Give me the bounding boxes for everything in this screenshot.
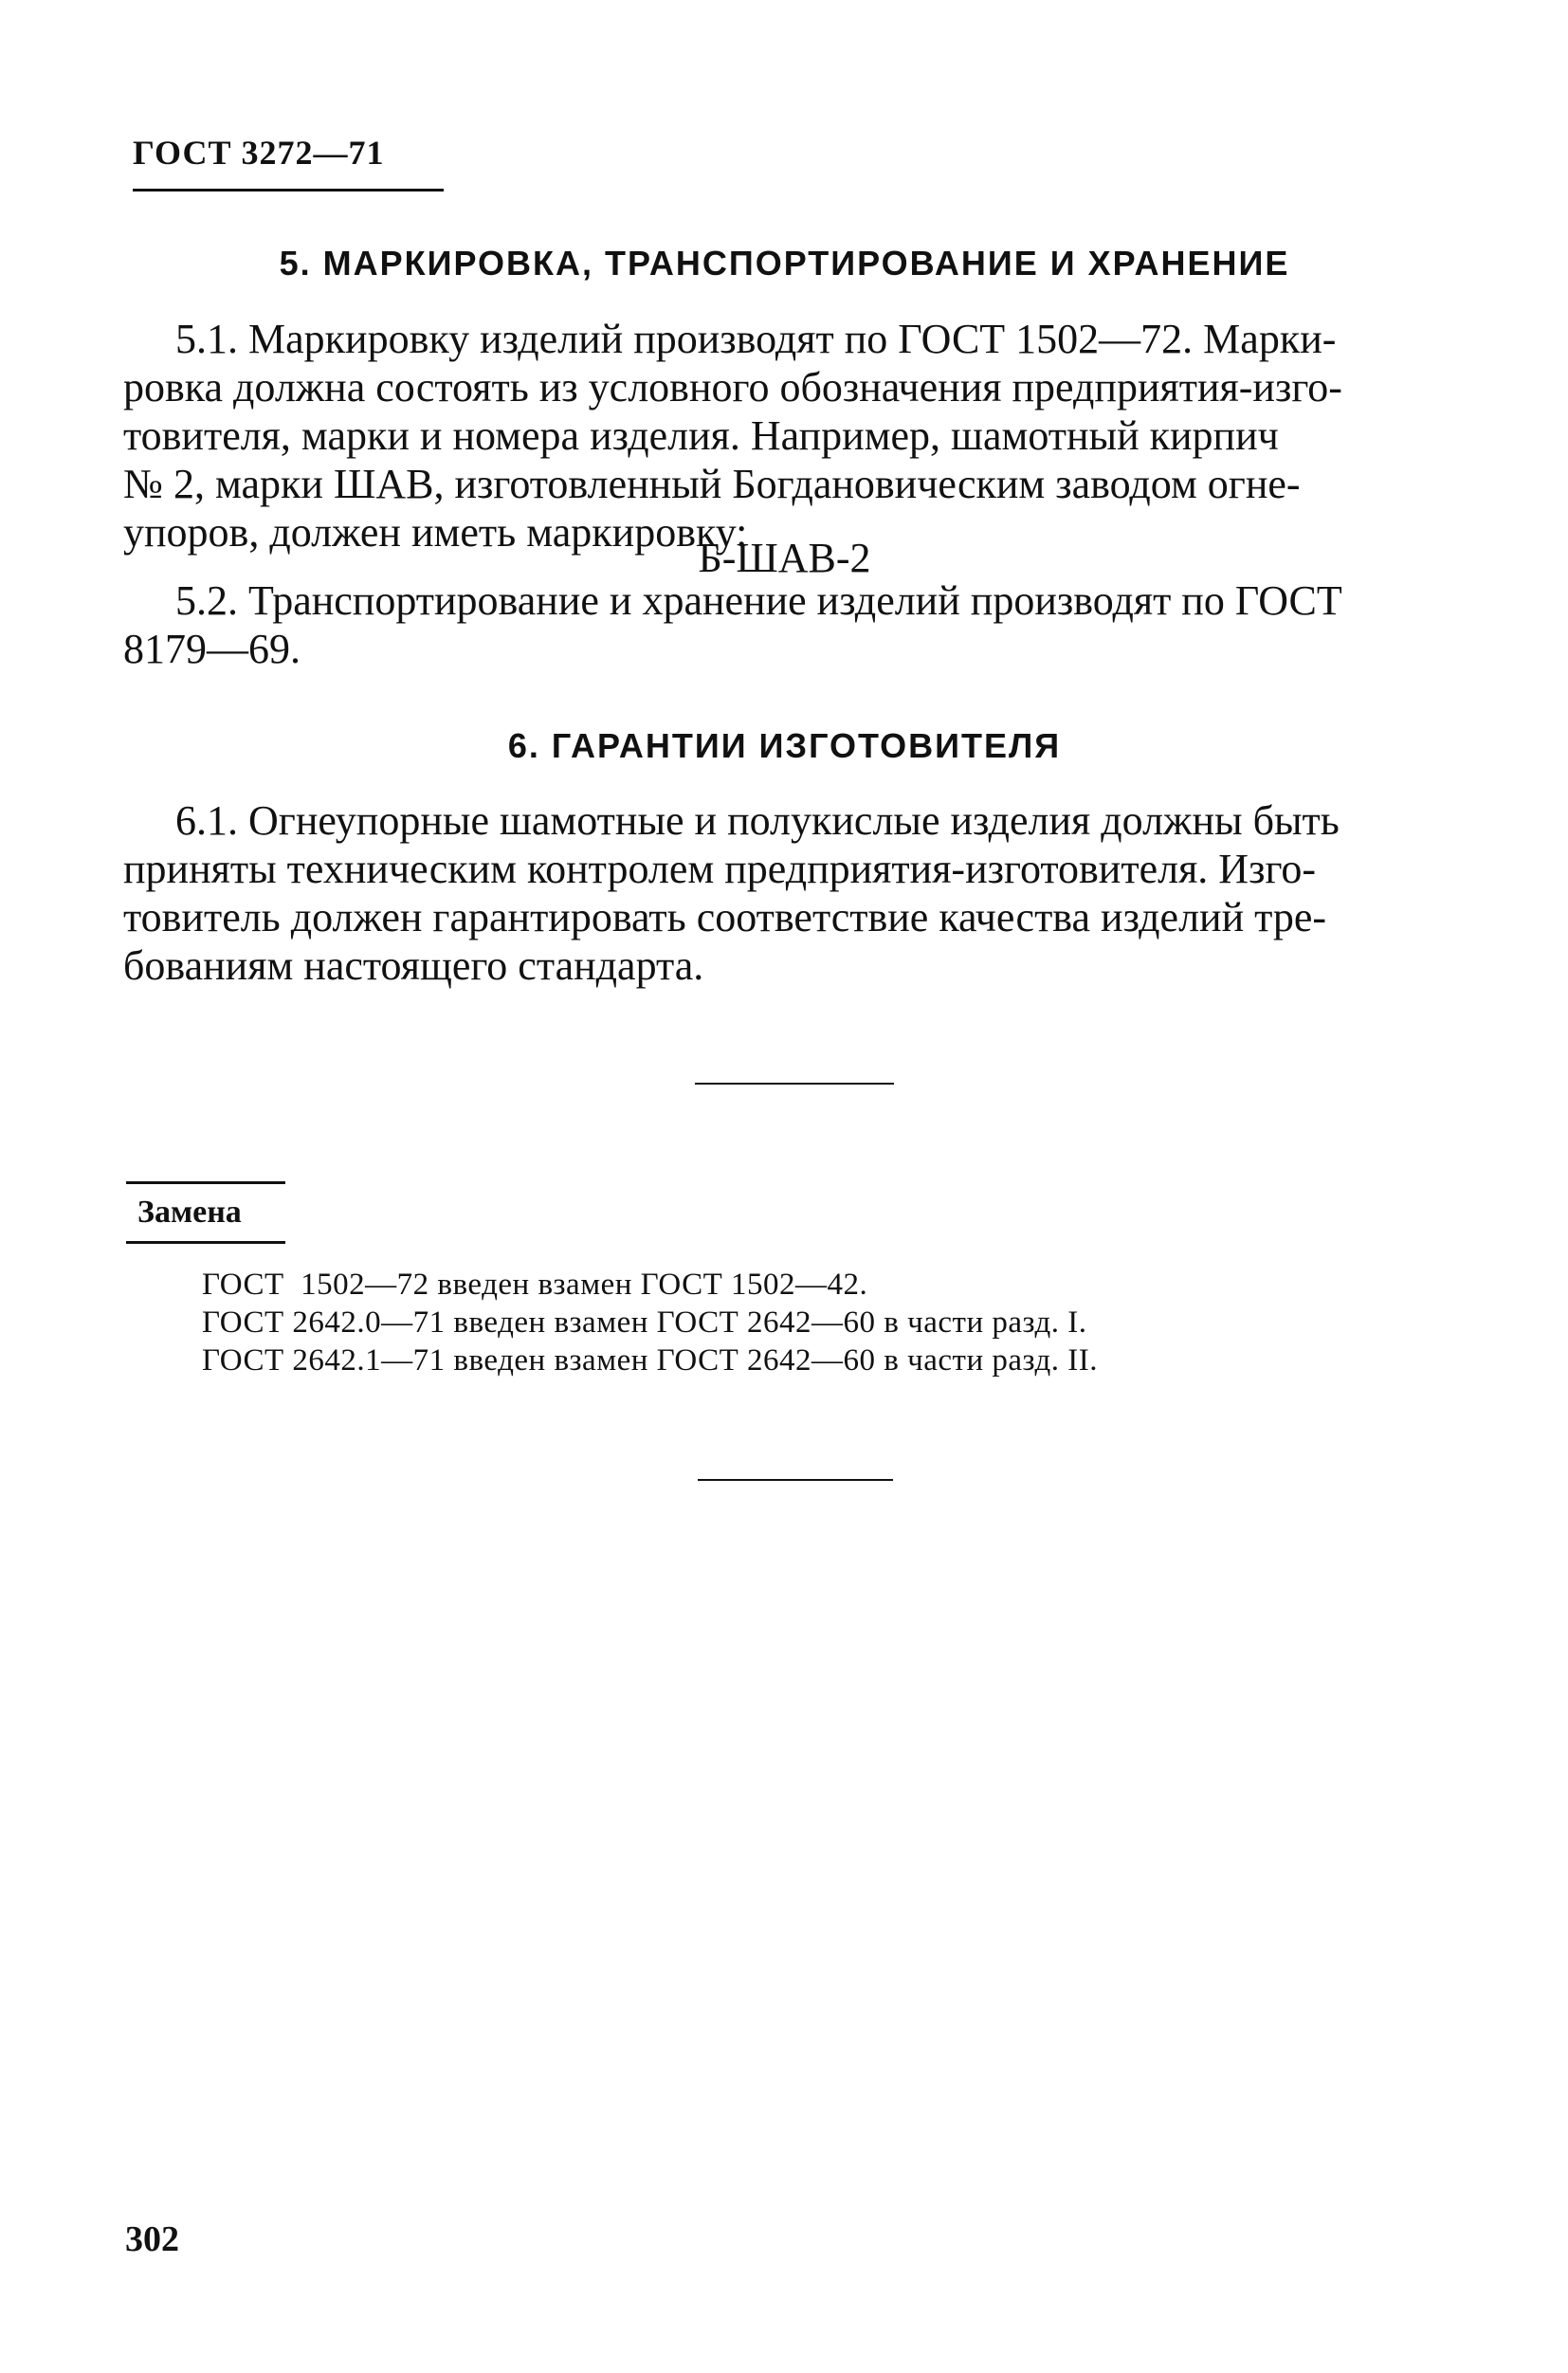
replacement-list	[202, 1266, 1098, 1379]
paragraph-line: 5.2. Транспортирование и хранение изделий производят по ГОСТ	[175, 577, 1342, 624]
paragraph-6-1	[123, 796, 1446, 990]
paragraph-line: ровка должна состоять из условного обозначения предприятия-изго-	[123, 364, 1342, 411]
section-separator	[695, 1083, 894, 1085]
paragraph-line: товитель должен гарантировать соответствие качества изделий тре-	[123, 894, 1327, 940]
replacement-title: Замена	[137, 1195, 242, 1230]
document-code: ГОСТ 3272—71	[133, 134, 385, 172]
section-6-heading: 6. ГАРАНТИИ ИЗГОТОВИТЕЛЯ	[507, 726, 1062, 765]
paragraph-line: 5.1. Маркировку изделий производят по ГОСТ 1502—72. Марки-	[175, 316, 1337, 362]
replacement-bottom-rule	[126, 1241, 285, 1244]
paragraph-line: товителя, марки и номера изделия. Например, шамотный кирпич	[123, 412, 1279, 459]
section-5-heading: 5. МАРКИРОВКА, ТРАНСПОРТИРОВАНИЕ И ХРАНЕНИЕ	[279, 244, 1290, 283]
page-number: 302	[125, 2219, 179, 2259]
marking-example: Б-ШАВ-2	[698, 535, 871, 581]
paragraph-5-1	[123, 315, 1446, 557]
replacement-line: ГОСТ 2642.1—71 введен взамен ГОСТ 2642—60 в части разд. II.	[202, 1343, 1098, 1378]
paragraph-line: № 2, марки ШАВ, изготовленный Богдановическим заводом огне-	[123, 461, 1301, 507]
paragraph-5-2	[123, 576, 1446, 673]
replacement-top-rule	[126, 1181, 285, 1184]
paragraph-line: приняты техническим контролем предприятия-изготовителя. Изго-	[123, 846, 1317, 892]
paragraph-line: упоров, должен иметь маркировку:	[123, 509, 748, 556]
end-separator	[698, 1479, 893, 1481]
paragraph-line: 6.1. Огнеупорные шамотные и полукислые изделия должны быть	[175, 797, 1340, 844]
replacement-line: ГОСТ 1502—72 введен взамен ГОСТ 1502—42.	[202, 1268, 868, 1302]
replacement-line: ГОСТ 2642.0—71 введен взамен ГОСТ 2642—60 в части разд. I.	[202, 1305, 1087, 1340]
header-underline	[133, 189, 444, 192]
paragraph-line: бованиям настоящего стандарта.	[123, 942, 704, 989]
paragraph-line: 8179—69.	[123, 626, 301, 672]
